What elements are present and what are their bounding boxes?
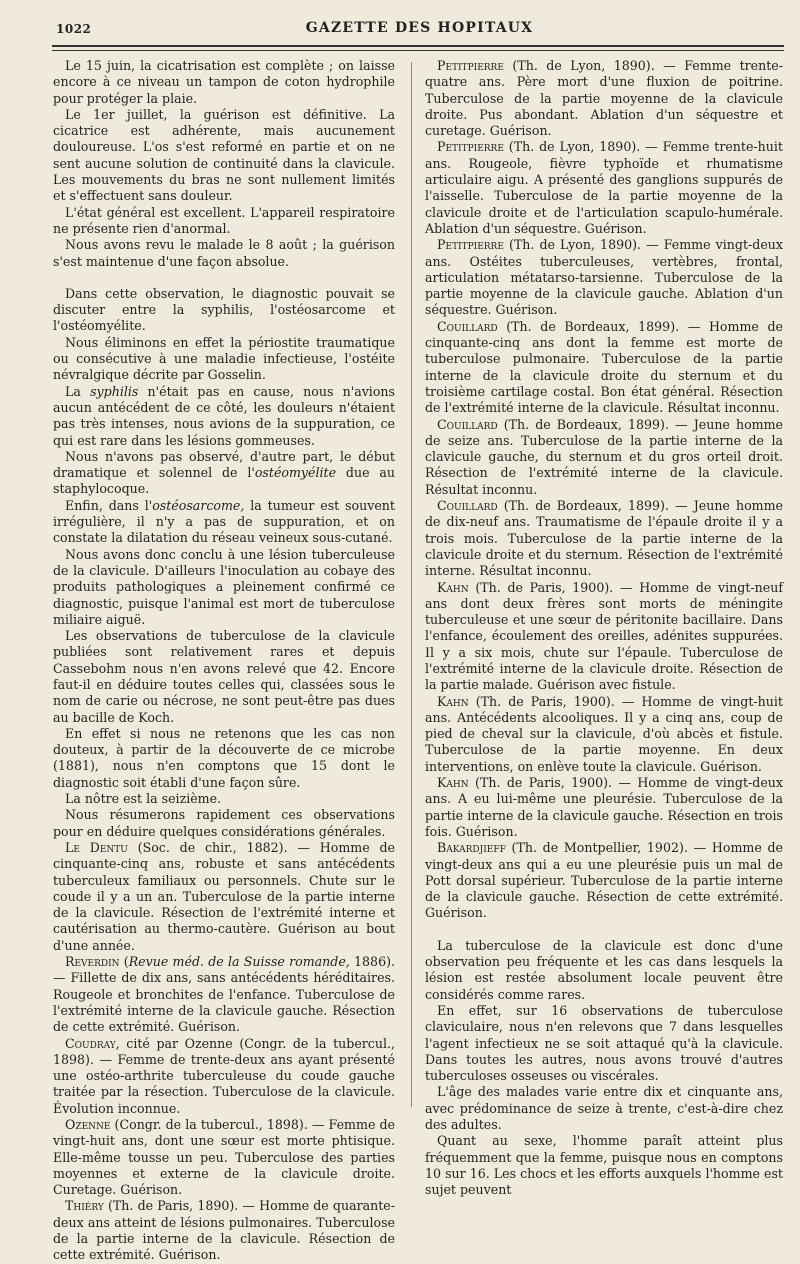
reference-text: (Soc. de chir., 1882). — Homme de cinquante-cinq ans, robuste et sans antécédents tuberculeux familiaux ou personnels. Chute sur le coude il y a un an. Tuberculose de la partie interne de la clavicule. Résection de l'extrémité interne et cautérisation au thermo-cautère. Guérison au bout d'une année. bbox=[53, 839, 395, 953]
paragraph-text: n'était pas en cause, nous n'avions aucun antécédent de ce côté, les douleurs n'étaient pas très intenses, nous avions de la suppuration, ce qui est rare dans les lésions gommeuses. bbox=[53, 383, 395, 448]
case-reference bbox=[425, 417, 783, 498]
reference-author: Kahn bbox=[437, 579, 469, 595]
paragraph: L'âge des malades varie entre dix et cinquante ans, avec prédominance de seize à trente, c'est-à-dire chez des adultes. bbox=[425, 1084, 783, 1132]
paragraph-text: Nous n'avons pas observé, d'autre part, le début dramatique et solennel de l' bbox=[53, 448, 395, 481]
header-rule-thick bbox=[52, 45, 784, 47]
paragraph bbox=[53, 384, 395, 449]
reference-text: (Th. de Paris, 1900). — Homme de vingt-deux ans. A eu lui-même une pleurésie. Tuberculose de la partie interne de la clavicule gauche. Résection en trois fois. Guérison. bbox=[425, 775, 783, 839]
paragraph bbox=[53, 498, 395, 547]
paragraph: En effet, sur 16 observations de tuberculose claviculaire, nous n'en relevons que 7 dans lesquelles l'agent infectieux ne se soit attaqué qu'à la clavicule. Dans toutes les autres, nous avons trouvé d'autres tuberculoses osseuses ou viscérales. bbox=[425, 1002, 783, 1084]
reference-author: Petitpierre bbox=[437, 139, 504, 155]
paragraph: En effet si nous ne retenons que les cas non douteux, à partir de la découverte de ce microbe (1881), nous n'en comptons que 15 dont le diagnostic soit établi d'une façon sûre. bbox=[53, 725, 395, 790]
reference-text: ( bbox=[119, 954, 129, 970]
paragraph: Nous éliminons en effet la périostite traumatique ou consécutive à une maladie infectieuse, l'ostéite névralgique décrite par Gosselin. bbox=[53, 334, 395, 383]
paragraph: La nôtre est la seizième. bbox=[65, 791, 222, 807]
column-divider bbox=[411, 62, 412, 1107]
journal-title: GAZETTE DES HOPITAUX bbox=[305, 20, 534, 36]
paragraph: Les observations de tuberculose de la clavicule publiées sont relativement rares et depuis Cassebohm nous n'en avons relevé que 42. Encore faut-il en déduire toutes celles qui, classées sous le nom de carie ou nécrose, ne sont peut-être pas dues au bacille de Koch. bbox=[53, 628, 395, 725]
paragraph-text: Enfin, dans l' bbox=[65, 497, 153, 513]
reference-author: Kahn bbox=[437, 693, 469, 709]
reference-author: Kahn bbox=[437, 775, 469, 791]
reference-text: (Th. de Paris, 1890). — Homme de quarante-deux ans atteint de lésions pulmonaires. Tuberculose de la partie interne de la clavicule. Résection de cette extrémité. Guérison. bbox=[53, 1198, 395, 1263]
reference-text: (Th. de Lyon, 1890). — Femme vingt-deux ans. Ostéites tuberculeuses, vertèbres, frontal, articulation métatarso-tarsienne. Tuberculose de la partie moyenne de la clavicule gauche. Ablation d'un séquestre. Guérison. bbox=[425, 237, 783, 318]
reference-text: (Th. de Montpellier, 1902). — Homme de vingt-deux ans qui a eu une pleurésie puis un mal de Pott dorsal supérieur. Tuberculose de la partie interne de la clavicule gauche. Résection de cette extrémité. Guérison. bbox=[425, 840, 783, 921]
reference-text: , cité par Ozenne (Congr. de la tubercul., 1898). — Femme de trente-deux ans ayant présenté une ostéo-arthrite tuberculeuse du coude gauche traitée par la résection. Tuberculose de la clavicule. Évolution inconnue. bbox=[53, 1035, 395, 1116]
reference-author: Couillard bbox=[437, 498, 498, 514]
paragraph: L'état général est excellent. L'appareil respiratoire ne présente rien d'anormal. bbox=[53, 204, 395, 236]
paragraph: Quant au sexe, l'homme paraît atteint plus fréquemment que la femme, puisque nous en comptons 10 sur 16. Les chocs et les efforts auxquels l'homme est sujet peuvent bbox=[425, 1133, 783, 1198]
reference-author: Le Dentu bbox=[65, 839, 128, 855]
reference-text: (Th. de Bordeaux, 1899). — Jeune homme de seize ans. Tuberculose de la partie interne de la clavicule gauche, du sternum et du gros orteil droit. Résection de l'extrémité interne de la clavicule. Résultat inconnu. bbox=[425, 416, 783, 497]
running-header bbox=[52, 18, 787, 40]
case-reference bbox=[53, 954, 395, 1035]
paragraph bbox=[53, 449, 395, 498]
reference-author: Couillard bbox=[437, 416, 498, 432]
case-reference bbox=[425, 58, 783, 139]
reference-author: Petitpierre bbox=[437, 58, 504, 73]
italic-term: ostéosarcome, bbox=[152, 497, 245, 513]
paragraph-text: due au staphylocoque. bbox=[53, 465, 395, 497]
reference-author: Ozenne bbox=[65, 1117, 111, 1132]
paragraph: Dans cette observation, le diagnostic pouvait se discuter entre la syphilis, l'ostéosarcome et l'ostéomyélite. bbox=[53, 285, 395, 334]
case-reference bbox=[425, 237, 783, 318]
case-reference bbox=[53, 1117, 395, 1198]
reference-text: (Congr. de la tubercul., 1898). — Femme de vingt-huit ans, dont une sœur est morte phtisique. Elle-même tousse un peu. Tuberculose des parties moyennes et externe de la clavicule droite. Curetage. Guérison. bbox=[53, 1117, 395, 1198]
paragraph: Le 15 juin, la cicatrisation est complète ; on laisse encore à ce niveau un tampon de coton hydrophile pour protéger la plaie. bbox=[53, 58, 395, 106]
right-column bbox=[425, 58, 783, 1198]
reference-text: (Th. de Bordeaux, 1899). — Homme de cinquante-cinq ans dont la femme est morte de tuberculose pulmonaire. Tuberculose de la partie interne de la clavicule droite du sternum et du troisième cartilage costal. Bon état général. Résection de l'extrémité interne de la clavicule. Résultat inconnu. bbox=[425, 318, 783, 416]
case-reference bbox=[53, 1036, 395, 1117]
case-reference bbox=[425, 694, 783, 775]
reference-text: (Th. de Bordeaux, 1899). — Jeune homme de dix-neuf ans. Traumatisme de l'épaule droite il y a trois mois. Tuberculose de la partie interne de la clavicule droite et du sternum. Résection de l'extrémité interne. Résultat inconnu. bbox=[425, 498, 783, 579]
paragraph-text: La bbox=[65, 383, 91, 399]
paragraph: Nous avons revu le malade le 8 août ; la guérison s'est maintenue d'une façon absolue. bbox=[53, 237, 395, 269]
reference-text: (Th. de Paris, 1900). — Homme de vingt-neuf ans dont deux frères sont morts de méningite tuberculeuse et une sœur de péritonite bacillaire. Dans l'enfance, écoulement des oreilles, adénites suppurées. Il y a six mois, chute sur l'épaule. Tuberculose de l'extrémité interne de la clavicule droite. Résection de la partie malade. Guérison avec fistule. bbox=[425, 579, 783, 693]
case-reference bbox=[425, 319, 783, 417]
reference-text: (Th. de Lyon, 1890). — Femme trente-quatre ans. Père mort d'une fluxion de poitrine. Tuberculose de la partie moyenne de la clavicule droite. Pus abondant. Ablation d'un séquestre et curetage. Guérison. bbox=[425, 58, 783, 139]
italic-term: syphilis bbox=[90, 383, 139, 399]
case-reference bbox=[425, 775, 783, 840]
reference-text: (Th. de Lyon, 1890). — Femme trente-huit ans. Rougeole, fièvre typhoïde et rhumatisme articulaire aigu. A présenté des ganglions suppurés de l'aisselle. Tuberculose de la partie moyenne de la clavicule droite et de l'articulation scapulo-humérale. Ablation d'un séquestre. Guérison. bbox=[425, 139, 783, 236]
case-reference bbox=[53, 1198, 395, 1263]
italic-term: ostéomyélite bbox=[254, 465, 337, 481]
paragraph-text: la tumeur est souvent irrégulière, il n'y a pas de suppuration, et on constate la dilatation du réseau veineux sous-cutané. bbox=[53, 497, 395, 546]
paragraph: Nous avons donc conclu à une lésion tuberculeuse de la clavicule. D'ailleurs l'inoculation au cobaye des produits pathologiques a pleinement confirmé ce diagnostic, puisque l'animal est mort de tuberculose miliaire aiguë. bbox=[53, 546, 395, 627]
reference-author: Thiéry bbox=[65, 1198, 104, 1214]
header-rule-thin bbox=[52, 50, 784, 51]
left-column bbox=[53, 58, 395, 1264]
reference-source: Revue méd. de la Suisse romande, bbox=[128, 954, 350, 970]
paragraph: La tuberculose de la clavicule est donc d'une observation peu fréquente et les cas dans lesquels la lésion est restée absolument locale peuvent être considérés comme rares. bbox=[425, 937, 783, 1002]
case-reference bbox=[53, 840, 395, 954]
case-reference bbox=[425, 840, 783, 921]
reference-author: Couillard bbox=[437, 318, 498, 334]
case-reference bbox=[425, 580, 783, 694]
paragraph: Le 1er juillet, la guérison est définitive. La cicatrice est adhérente, mais aucunement douloureuse. L'os s'est reformé en partie et on ne sent aucune solution de continuité dans la clavicule. Les mouvements du bras ne sont nullement limités et s'effectuent sans douleur. bbox=[53, 106, 395, 204]
reference-author: Bakardjieff bbox=[437, 840, 506, 856]
paragraph: Nous résumerons rapidement ces observations pour en déduire quelques considérations générales. bbox=[53, 807, 395, 839]
reference-text: 1886). — Fillette de dix ans, sans antécédents héréditaires. Rougeole et bronchites de l'enfance. Tuberculose de l'extrémité interne de la clavicule gauche. Résection de cette extrémité. Guérison. bbox=[53, 954, 395, 1035]
case-reference bbox=[425, 498, 783, 579]
reference-author: Reverdin bbox=[65, 954, 120, 970]
reference-author: Petitpierre bbox=[437, 237, 504, 253]
page-number: 1022 bbox=[56, 22, 92, 36]
case-reference bbox=[425, 139, 783, 237]
reference-text: (Th. de Paris, 1900). — Homme de vingt-huit ans. Antécédents alcooliques. Il y a cinq ans, coup de pied de cheval sur la clavicule, d'où abcès et fistule. Tuberculose de la partie moyenne. En deux interventions, on enlève toute la clavicule. Guérison. bbox=[425, 693, 783, 774]
reference-author: Coudray bbox=[65, 1035, 116, 1051]
